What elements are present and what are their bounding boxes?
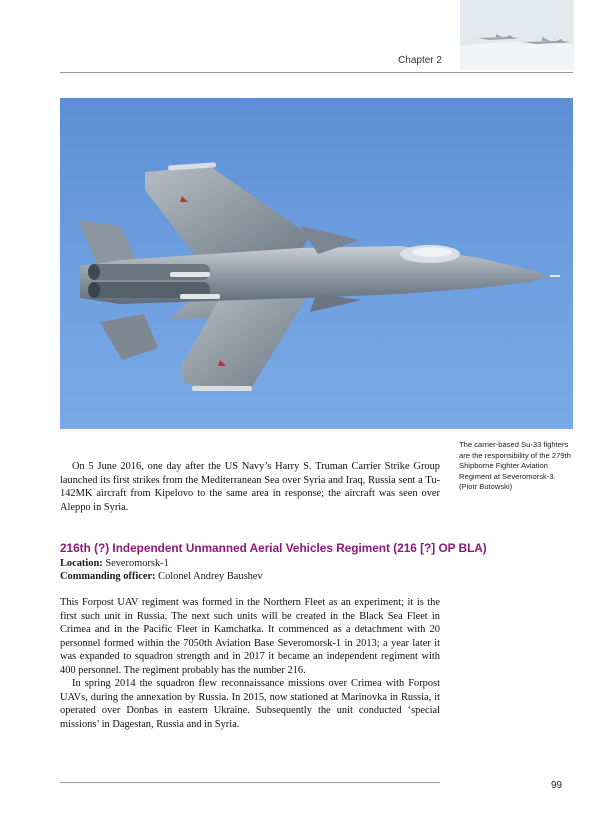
aircraft-formation-illustration [460, 0, 574, 70]
location-value: Severomorsk-1 [105, 558, 169, 569]
footer-divider [60, 782, 440, 783]
chapter-label: Chapter 2 [398, 55, 442, 66]
photo-caption [459, 440, 579, 493]
page-number: 99 [551, 780, 563, 791]
caption-text: The carrier-based Su-33 fighters are the responsibility of the 279th Shipborne Fighter Aviation Regiment at Severomorsk-3. [459, 440, 571, 481]
body-paragraph: This Forpost UAV regiment was formed in the Northern Fleet as an experiment; it is the first such unit in Russia. The next such units will be created in the Black Sea Fleet in Crimea and in the Pacific Fleet in Kamchatka. It commenced as a detachment with 20 personnel formed within the 7050th Aviation Base Severomorsk-1 in 2013; a year later it was expanded to squadron strength and in 2017 it became an independent regiment with 400 personnel. The regiment probably has the number 216. [60, 597, 440, 676]
caption-credit: (Piotr Butowski) [459, 482, 513, 492]
header-divider [60, 72, 573, 73]
body-paragraph: In spring 2014 the squadron flew reconnaissance missions over Crimea with Forpost UAVs, during the annexation by Russia. In 2015, now stationed at Marinovka in Russia, it operated over Donbas in eastern Ukraine. Subsequently the unit conducted ‘special missions’ in Dagestan, Russia and in Syria. [60, 678, 440, 730]
commanding-officer-label: Commanding officer: [60, 571, 156, 582]
location-line [60, 557, 169, 570]
section-heading: 216th (?) Independent Unmanned Aerial Vehicles Regiment (216 [?] OP BLA) [60, 541, 487, 555]
su33-illustration [60, 98, 573, 429]
commanding-officer-value: Colonel Andrey Baushev [158, 571, 263, 582]
header-photo [460, 0, 574, 70]
intro-paragraph: On 5 June 2016, one day after the US Navy’s Harry S. Truman Carrier Strike Group launched its first strikes from the Mediterranean Sea over Syria and Iraq, Russia sent a Tu-142MK aircraft from Kipelovo to the same area in response; the aircraft was seen over Aleppo in Syria. [60, 461, 440, 513]
location-label: Location: [60, 558, 103, 569]
commanding-officer-line [60, 570, 263, 583]
aircraft-photo [60, 98, 573, 429]
